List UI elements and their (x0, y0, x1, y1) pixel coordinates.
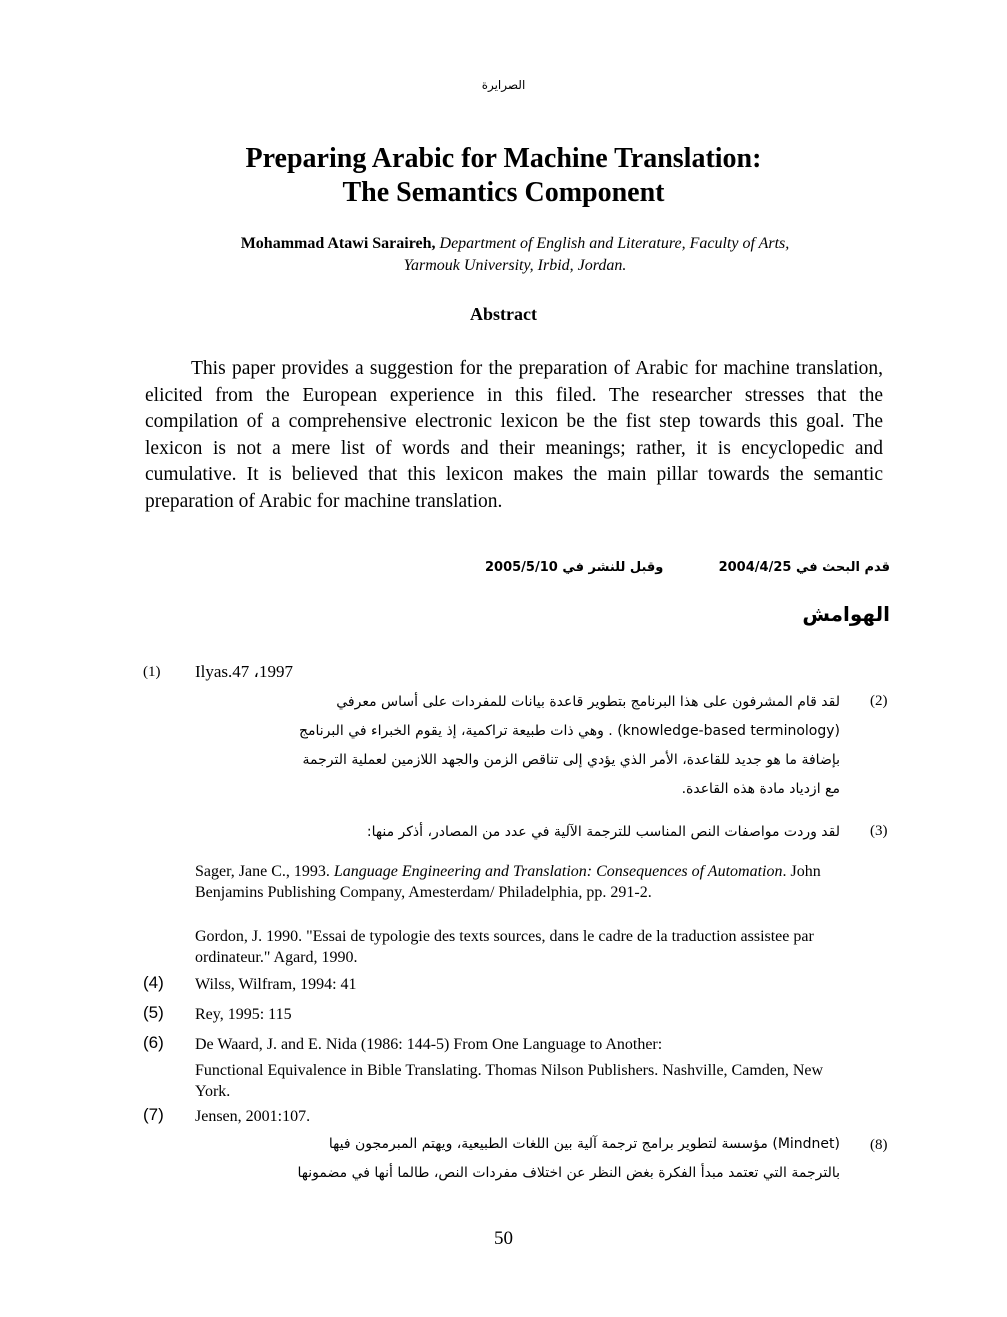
note-2-text (195, 688, 840, 804)
ref-1-publisher: . John Benjamins Publishing Company, Amesterdam/ Philadelphia, pp. 291-2. (195, 863, 821, 901)
submission-dates (470, 560, 890, 584)
author-affiliation-1: Department of English and Literature, Faculty of Arts, (439, 235, 790, 252)
author-block (100, 233, 930, 277)
note-6-line-2: Functional Equivalence in Bible Translating. Thomas Nilson Publishers. Nashville, Camden, New York. (195, 1062, 824, 1100)
note-number: (2) (870, 693, 888, 709)
note-2-line-3: بإضافة ما هو جديد للقاعدة، الأمر الذي يؤدي إلى تناقص الزمن والجهد اللازمين لعملية الترجمة (302, 752, 840, 768)
note-number: (4) (143, 973, 164, 992)
note-number: (8) (870, 1137, 888, 1153)
ref-1-title: Language Engineering and Translation: Consequences of Automation (333, 863, 783, 880)
running-head: الصرايرة (481, 78, 526, 92)
note-2-line-1: لقد قام المشرفون على هذا البرنامج بتطوير قاعدة بيانات للمفردات على أساس معرفي (336, 694, 840, 710)
abstract-heading: Abstract (470, 304, 537, 324)
title-line-2: The Semantics Component (342, 177, 665, 208)
note-number: (1) (143, 664, 161, 680)
note-6-line-1: De Waard, J. and E. Nida (1986: 144-5) From One Language to Another: (195, 1036, 663, 1053)
title-line-1: Preparing Arabic for Machine Translation: (245, 143, 762, 174)
notes-heading: الهوامش (802, 602, 890, 626)
note-3-text: لقد وردت مواصفات النص المناسب للترجمة الآلية في عدد من المصادر، أذكر منها: (366, 824, 840, 840)
note-3-reference-2: Gordon, J. 1990. "Essai de typologie des texts sources, dans le cadre de la traduction assistee par ordinateur." Agard, 1990. (195, 928, 814, 966)
received-date: قدم البحث في 2004/4/25 (718, 560, 890, 575)
note-number: (5) (143, 1003, 164, 1022)
note-7-text: Jensen, 2001:107. (195, 1108, 311, 1125)
note-number: (3) (870, 823, 888, 839)
note-2-line-2: (knowledge-based terminology) . وهي ذات طبيعة تراكمية، إذ يقوم الخبراء في البرنامج (298, 723, 840, 739)
note-8-line-1: (Mindnet) مؤسسة لتطوير برامج ترجمة آلية بين اللغات الطبيعية، ويهتم المبرمجون فيها (328, 1136, 840, 1152)
note-5-text: Rey, 1995: 115 (195, 1006, 292, 1023)
abstract-text: This paper provides a suggestion for the preparation of Arabic for machine translation, elicited from the European experience in this filed. The researcher stresses that the compilation of a comprehensive electronic lexicon be the fist step towards this goal. The lexicon is not a mere list of words and their meanings; rather, it is encyclopedic and cumulative. It is believed that this lexicon makes the main pillar towards the semantic preparation of Arabic for machine translation. (145, 358, 883, 512)
note-1-text: Ilyas.47 ،1997 (195, 662, 294, 681)
author-name: Mohammad Atawi Saraireh, (240, 235, 436, 252)
ref-1-author: Sager, Jane C., 1993. (195, 863, 334, 880)
author-affiliation-2: Yarmouk University, Irbid, Jordan. (403, 257, 627, 274)
note-2-line-4: مع ازدياد مادة هذه القاعدة. (681, 781, 840, 797)
note-number: (7) (143, 1105, 164, 1124)
accepted-date: وقبل للنشر في 2005/5/10 (485, 560, 664, 575)
note-8-text (195, 1130, 840, 1188)
note-4-text: Wilss, Wilfram, 1994: 41 (195, 976, 357, 993)
note-number: (6) (143, 1033, 164, 1052)
note-8-line-2: بالترجمة التي تعتمد مبدأ الفكرة بغض النظر عن اختلاف مفردات النص، طالما أنها في مضمونها (297, 1165, 840, 1181)
paper-title (0, 142, 1007, 210)
page-number: 50 (494, 1228, 513, 1249)
note-3-reference-1 (195, 861, 840, 903)
